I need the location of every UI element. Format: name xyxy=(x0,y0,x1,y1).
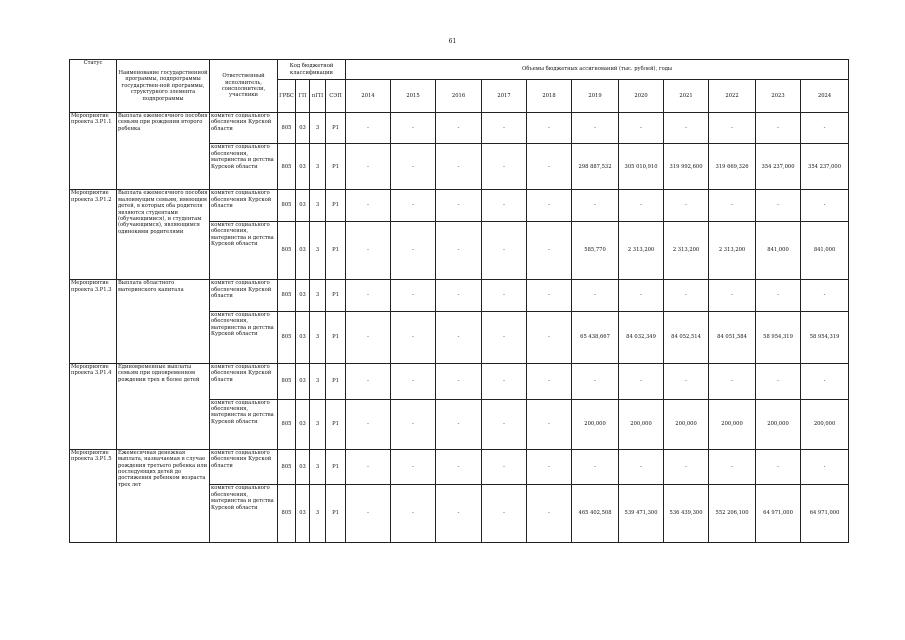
value-cell: - xyxy=(346,399,391,449)
value-cell: - xyxy=(436,485,482,543)
value-cell: 65 438,667 xyxy=(572,311,619,363)
header-year: 2018 xyxy=(527,80,572,113)
sep-cell: Р1 xyxy=(326,280,346,311)
executor-cell: комитет социального обеспечения, материнства и детства Курской области xyxy=(210,221,278,280)
value-cell: 64 971,000 xyxy=(756,485,801,543)
sep-cell: Р1 xyxy=(326,449,346,485)
header-year: 2015 xyxy=(391,80,436,113)
table-row xyxy=(70,113,849,144)
pgp-cell: 3 xyxy=(310,399,326,449)
value-cell: 200,000 xyxy=(572,399,619,449)
sep-cell: Р1 xyxy=(326,190,346,221)
value-cell: - xyxy=(664,190,709,221)
value-cell: - xyxy=(572,190,619,221)
header-year: 2016 xyxy=(436,80,482,113)
value-cell: - xyxy=(801,364,849,400)
value-cell: - xyxy=(436,190,482,221)
pgp-cell: 3 xyxy=(310,113,326,144)
header-year: 2019 xyxy=(572,80,619,113)
value-cell: - xyxy=(527,144,572,190)
value-cell: - xyxy=(756,190,801,221)
status-cell: Мероприятие проекта 3.Р1.2 xyxy=(70,190,117,280)
pgp-cell: 3 xyxy=(310,485,326,543)
value-cell: - xyxy=(572,280,619,311)
name-cell: Единовременные выплаты семьям при одновременном рождении трех и более детей xyxy=(117,364,210,450)
status-cell: Мероприятие проекта 3.Р1.1 xyxy=(70,113,117,190)
value-cell: - xyxy=(346,280,391,311)
executor-cell: комитет социального обеспечения Курской области xyxy=(210,190,278,221)
executor-cell: комитет социального обеспечения Курской области xyxy=(210,280,278,311)
value-cell: 64 971,000 xyxy=(801,485,849,543)
gp-cell: 03 xyxy=(296,449,310,485)
value-cell: - xyxy=(391,221,436,280)
value-cell: - xyxy=(664,449,709,485)
header-gp: ГП xyxy=(296,80,310,113)
value-cell: - xyxy=(436,221,482,280)
value-cell: - xyxy=(619,449,664,485)
value-cell: - xyxy=(756,113,801,144)
value-cell: - xyxy=(709,449,756,485)
value-cell: 58 954,319 xyxy=(801,311,849,363)
value-cell: 298 887,532 xyxy=(572,144,619,190)
header-year: 2021 xyxy=(664,80,709,113)
name-cell: Выплата ежемесячного пособия семьям при рождении второго ребенка xyxy=(117,113,210,190)
pgp-cell: 3 xyxy=(310,221,326,280)
gp-cell: 03 xyxy=(296,364,310,400)
value-cell: - xyxy=(572,449,619,485)
value-cell: - xyxy=(436,311,482,363)
pgp-cell: 3 xyxy=(310,449,326,485)
gp-cell: 03 xyxy=(296,399,310,449)
executor-cell: комитет социального обеспечения Курской области xyxy=(210,113,278,144)
value-cell: - xyxy=(619,190,664,221)
grbs-cell: 805 xyxy=(278,399,296,449)
executor-cell: комитет социального обеспечения, материнства и детства Курской области xyxy=(210,399,278,449)
value-cell: 465 402,508 xyxy=(572,485,619,543)
table-row xyxy=(70,449,849,485)
sep-cell: Р1 xyxy=(326,221,346,280)
value-cell: 536 439,300 xyxy=(664,485,709,543)
gp-cell: 03 xyxy=(296,144,310,190)
header-executor: Ответственный исполнитель, соисполнители, участники xyxy=(210,60,278,113)
value-cell: - xyxy=(709,280,756,311)
value-cell: 200,000 xyxy=(801,399,849,449)
header-year: 2024 xyxy=(801,80,849,113)
pgp-cell: 3 xyxy=(310,144,326,190)
value-cell: 84 051,584 xyxy=(709,311,756,363)
gp-cell: 03 xyxy=(296,311,310,363)
value-cell: - xyxy=(391,449,436,485)
value-cell: - xyxy=(346,364,391,400)
value-cell: - xyxy=(801,190,849,221)
value-cell: 354 237,000 xyxy=(756,144,801,190)
value-cell: 585,770 xyxy=(572,221,619,280)
pgp-cell: 3 xyxy=(310,190,326,221)
value-cell: 354 237,000 xyxy=(801,144,849,190)
pgp-cell: 3 xyxy=(310,364,326,400)
table-row xyxy=(70,280,849,311)
header-status: Статус xyxy=(70,60,117,113)
header-year: 2022 xyxy=(709,80,756,113)
value-cell: 539 471,300 xyxy=(619,485,664,543)
value-cell: - xyxy=(527,449,572,485)
header-volume: Объемы бюджетных ассигнований (тыс. рублей), годы xyxy=(346,60,849,80)
gp-cell: 03 xyxy=(296,190,310,221)
executor-cell: комитет социального обеспечения, материнства и детства Курской области xyxy=(210,144,278,190)
value-cell: 200,000 xyxy=(756,399,801,449)
value-cell: - xyxy=(391,280,436,311)
gp-cell: 03 xyxy=(296,485,310,543)
value-cell: - xyxy=(482,449,527,485)
grbs-cell: 805 xyxy=(278,449,296,485)
value-cell: - xyxy=(664,280,709,311)
value-cell: - xyxy=(436,113,482,144)
value-cell: - xyxy=(572,364,619,400)
value-cell: - xyxy=(709,113,756,144)
sep-cell: Р1 xyxy=(326,399,346,449)
value-cell: - xyxy=(391,364,436,400)
value-cell: 200,000 xyxy=(709,399,756,449)
value-cell: - xyxy=(436,364,482,400)
value-cell: - xyxy=(482,485,527,543)
value-cell: - xyxy=(756,280,801,311)
value-cell: 841,000 xyxy=(801,221,849,280)
value-cell: - xyxy=(346,144,391,190)
value-cell: - xyxy=(482,113,527,144)
grbs-cell: 805 xyxy=(278,364,296,400)
value-cell: - xyxy=(619,113,664,144)
value-cell: - xyxy=(482,399,527,449)
header-pgp: пГП xyxy=(310,80,326,113)
value-cell: - xyxy=(391,113,436,144)
value-cell: - xyxy=(391,311,436,363)
grbs-cell: 805 xyxy=(278,144,296,190)
sep-cell: Р1 xyxy=(326,364,346,400)
header-year: 2017 xyxy=(482,80,527,113)
header-grbs: ГРБС xyxy=(278,80,296,113)
value-cell: - xyxy=(436,449,482,485)
value-cell: 2 313,200 xyxy=(664,221,709,280)
budget-table xyxy=(69,59,849,543)
header-name: Наименование государственной программы, подпрограммы государствен-ной программы, структурного элемента подпрограммы xyxy=(117,60,210,113)
status-cell: Мероприятие проекта 3.Р1.4 xyxy=(70,364,117,450)
status-cell: Мероприятие проекта 3.Р1.5 xyxy=(70,449,117,542)
header-budget-code: Код бюджетной классификации xyxy=(278,60,346,80)
value-cell: - xyxy=(436,144,482,190)
header-sep: СЭП xyxy=(326,80,346,113)
value-cell: - xyxy=(482,311,527,363)
value-cell: - xyxy=(572,113,619,144)
value-cell: - xyxy=(346,311,391,363)
value-cell: - xyxy=(436,280,482,311)
value-cell: - xyxy=(801,449,849,485)
table-row xyxy=(70,364,849,400)
value-cell: - xyxy=(391,190,436,221)
value-cell: 305 010,910 xyxy=(619,144,664,190)
grbs-cell: 805 xyxy=(278,311,296,363)
value-cell: - xyxy=(391,144,436,190)
value-cell: 200,000 xyxy=(619,399,664,449)
value-cell: - xyxy=(664,113,709,144)
pgp-cell: 3 xyxy=(310,280,326,311)
value-cell: 84 032,349 xyxy=(619,311,664,363)
name-cell: Выплата ежемесячного пособия малоимущим семьям, имеющим детей, в которых оба родителя являются студентами (обучающимися), и студентам (обучающимся), являющимся одинокими родителями xyxy=(117,190,210,280)
value-cell: 84 052,514 xyxy=(664,311,709,363)
value-cell: 319 669,326 xyxy=(709,144,756,190)
header-year: 2014 xyxy=(346,80,391,113)
sep-cell: Р1 xyxy=(326,311,346,363)
value-cell: - xyxy=(709,190,756,221)
value-cell: - xyxy=(527,485,572,543)
value-cell: - xyxy=(346,190,391,221)
sep-cell: Р1 xyxy=(326,113,346,144)
value-cell: - xyxy=(482,364,527,400)
gp-cell: 03 xyxy=(296,280,310,311)
value-cell: 58 954,319 xyxy=(756,311,801,363)
value-cell: - xyxy=(346,449,391,485)
value-cell: - xyxy=(619,364,664,400)
value-cell: - xyxy=(527,311,572,363)
value-cell: - xyxy=(527,280,572,311)
grbs-cell: 805 xyxy=(278,221,296,280)
value-cell: - xyxy=(482,190,527,221)
value-cell: 319 992,600 xyxy=(664,144,709,190)
value-cell: - xyxy=(801,280,849,311)
executor-cell: комитет социального обеспечения Курской области xyxy=(210,364,278,400)
value-cell: - xyxy=(482,221,527,280)
gp-cell: 03 xyxy=(296,221,310,280)
executor-cell: комитет социального обеспечения Курской области xyxy=(210,449,278,485)
name-cell: Выплата областного материнского капитала xyxy=(117,280,210,364)
value-cell: - xyxy=(709,364,756,400)
value-cell: - xyxy=(664,364,709,400)
value-cell: - xyxy=(756,364,801,400)
header-year: 2023 xyxy=(756,80,801,113)
gp-cell: 03 xyxy=(296,113,310,144)
value-cell: - xyxy=(482,144,527,190)
sep-cell: Р1 xyxy=(326,144,346,190)
value-cell: 841,000 xyxy=(756,221,801,280)
value-cell: - xyxy=(436,399,482,449)
table-body xyxy=(70,113,849,543)
grbs-cell: 805 xyxy=(278,190,296,221)
value-cell: 2 313,200 xyxy=(619,221,664,280)
value-cell: - xyxy=(527,190,572,221)
value-cell: - xyxy=(619,280,664,311)
sep-cell: Р1 xyxy=(326,485,346,543)
value-cell: - xyxy=(527,399,572,449)
value-cell: - xyxy=(346,221,391,280)
value-cell: - xyxy=(527,221,572,280)
table-row xyxy=(70,190,849,221)
header-year: 2020 xyxy=(619,80,664,113)
page-number: 61 xyxy=(448,38,457,45)
value-cell: - xyxy=(756,449,801,485)
value-cell: - xyxy=(527,364,572,400)
value-cell: - xyxy=(482,280,527,311)
pgp-cell: 3 xyxy=(310,311,326,363)
grbs-cell: 805 xyxy=(278,113,296,144)
value-cell: 200,000 xyxy=(664,399,709,449)
grbs-cell: 805 xyxy=(278,485,296,543)
value-cell: - xyxy=(391,485,436,543)
value-cell: - xyxy=(801,113,849,144)
value-cell: - xyxy=(527,113,572,144)
executor-cell: комитет социального обеспечения, материнства и детства Курской области xyxy=(210,485,278,543)
name-cell: Ежемесячная денежная выплата, назначаемая в случае рождения третьего ребенка или последующих детей до достижения ребенком возраста трех лет xyxy=(117,449,210,542)
grbs-cell: 805 xyxy=(278,280,296,311)
value-cell: - xyxy=(346,113,391,144)
status-cell: Мероприятие проекта 3.Р1.3 xyxy=(70,280,117,364)
value-cell: - xyxy=(391,399,436,449)
executor-cell: комитет социального обеспечения, материнства и детства Курской области xyxy=(210,311,278,363)
value-cell: - xyxy=(346,485,391,543)
value-cell: 2 313,200 xyxy=(709,221,756,280)
value-cell: 552 206,100 xyxy=(709,485,756,543)
